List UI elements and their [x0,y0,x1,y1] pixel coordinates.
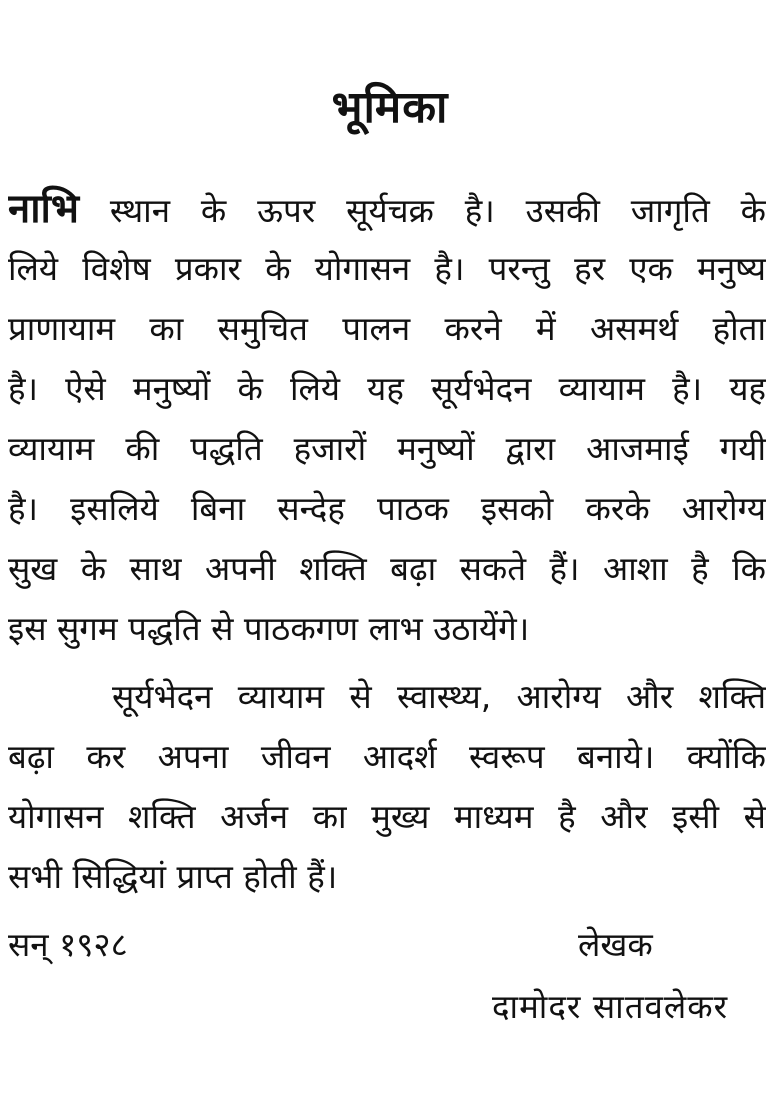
paragraph-1-line-5: व्यायाम की पद्धति हजारों मनुष्यों द्वारा आजमाई गयी [8,429,766,468]
paragraph-1-line-7: सुख के साथ अपनी शक्ति बढ़ा सकते हैं। आशा है कि [8,549,766,588]
paragraph-2-line-1: सूर्यभेदन व्यायाम से स्वास्थ्य, आरोग्य और शक्ति [112,677,766,716]
paragraph-1-line-6: है। इसलिये बिना सन्देह पाठक इसको करके आरोग्य [8,489,766,528]
paragraph-1-line-4: है। ऐसे मनुष्यों के लिये यह सूर्यभेदन व्यायाम है। यह [8,369,766,408]
paragraph-2-line-2: बढ़ा कर अपना जीवन आदर्श स्वरूप बनाये। क्योंकि [8,737,766,776]
lead-word: नाभि [8,186,80,232]
page-title: भूमिका [331,82,449,133]
author-role: लेखक [578,925,653,964]
paragraph-1-line-8: इस सुगम पद्धति से पाठकगण लाभ उठायेंगे। [8,609,530,648]
paragraph-1-line-1-text: स्थान के ऊपर सूर्यचक्र है। उसकी जागृति के [109,191,766,230]
paragraph-2-line-3: योगासन शक्ति अर्जन का मुख्य माध्यम है और इसी से [8,797,766,836]
author-name: दामोदर सातवलेकर [492,987,729,1026]
publication-year: सन् १९२८ [8,925,128,964]
paragraph-2-line-4: सभी सिद्धियां प्राप्त होती हैं। [8,857,338,896]
paragraph-1-line-3: प्राणायाम का समुचित पालन करने में असमर्थ होता [8,309,766,348]
paragraph-1-line-2: लिये विशेष प्रकार के योगासन है। परन्तु हर एक मनुष्य [8,249,766,288]
paragraph-1-line-1 [8,180,766,240]
